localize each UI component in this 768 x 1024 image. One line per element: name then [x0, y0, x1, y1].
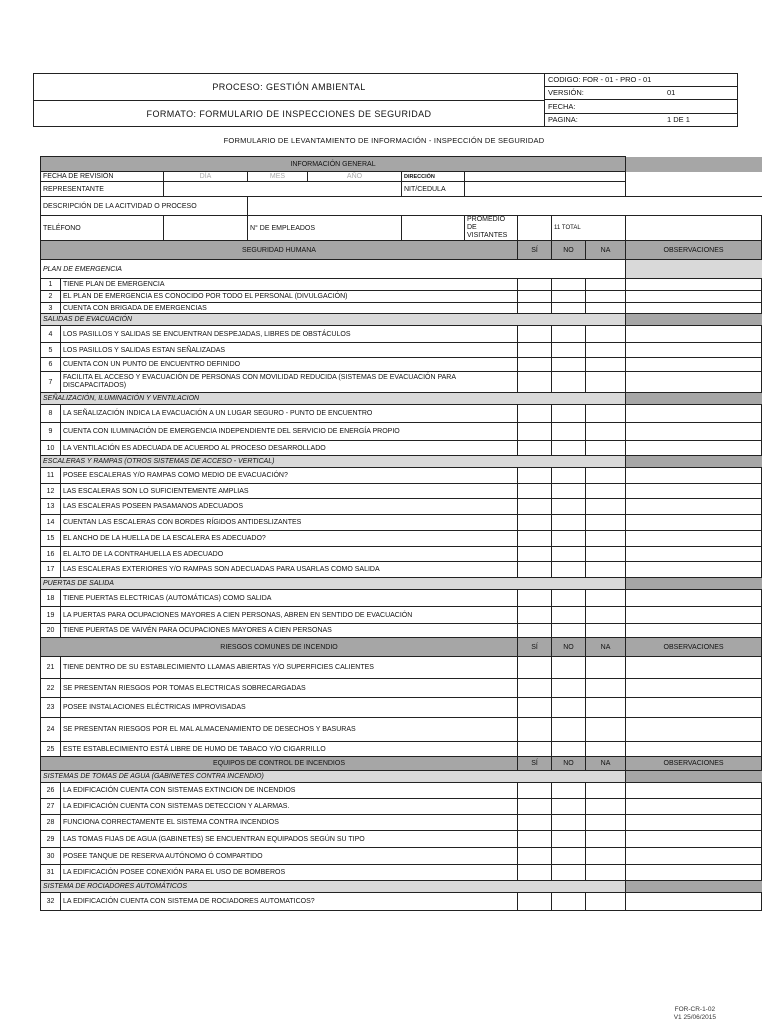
checklist-row: [41, 531, 762, 547]
item-number: 4: [41, 326, 61, 343]
answer-no-cell[interactable]: [552, 484, 586, 499]
answer-si-cell[interactable]: [518, 468, 552, 484]
item-question: EL ALTO DE LA CONTRAHUELLA ES ADECUADO: [61, 547, 518, 562]
answer-na-cell[interactable]: [586, 303, 626, 314]
checklist-row: [41, 423, 762, 441]
category-row: [41, 393, 762, 405]
observations-cell[interactable]: [626, 893, 762, 911]
answer-si-cell[interactable]: [518, 783, 552, 799]
visitors-label: PROMEDIO DE VISITANTES: [465, 216, 518, 241]
checklist-row: [41, 893, 762, 911]
answer-na-cell[interactable]: [586, 893, 626, 911]
item-number: 24: [41, 718, 61, 742]
answer-si-cell[interactable]: [518, 499, 552, 515]
col-no-header: NO: [552, 638, 586, 657]
checklist-row: [41, 848, 762, 865]
item-number: 17: [41, 562, 61, 578]
col-observations-header: OBSERVACIONES: [626, 757, 762, 771]
answer-no-cell[interactable]: [552, 679, 586, 698]
answer-no-cell[interactable]: [552, 279, 586, 291]
answer-no-cell[interactable]: [552, 372, 586, 393]
item-question: LA EDIFICACIÓN CUENTA CON SISTEMAS DETECCION Y ALARMAS.: [61, 799, 518, 815]
item-question: ESTE ESTABLECIMIENTO ESTÁ LIBRE DE HUMO DE TABACO Y/O CIGARRILLO: [61, 742, 518, 757]
answer-no-cell[interactable]: [552, 499, 586, 515]
observations-cell[interactable]: [626, 742, 762, 757]
item-question: CUENTA CON UN PUNTO DE ENCUENTRO DEFINIDO: [61, 358, 518, 372]
item-question: LAS ESCALERAS POSEEN PASAMANOS ADECUADOS: [61, 499, 518, 515]
checklist-row: [41, 607, 762, 624]
item-question: SE PRESENTAN RIESGOS POR EL MAL ALMACENAMIENTO DE DESECHOS Y BASURAS: [61, 718, 518, 742]
checklist-row: [41, 679, 762, 698]
date-cell: FECHA:: [545, 101, 738, 114]
item-question: FUNCIONA CORRECTAMENTE EL SISTEMA CONTRA INCENDIOS: [61, 815, 518, 831]
answer-si-cell[interactable]: [518, 831, 552, 848]
item-number: 27: [41, 799, 61, 815]
observations-cell[interactable]: [626, 590, 762, 607]
employees-field[interactable]: [402, 216, 465, 241]
item-question: POSEE INSTALACIONES ELÉCTRICAS IMPROVISADAS: [61, 698, 518, 718]
checklist-row: [41, 831, 762, 848]
answer-si-cell[interactable]: [518, 372, 552, 393]
answer-no-cell[interactable]: [552, 291, 586, 303]
answer-na-cell[interactable]: [586, 718, 626, 742]
answer-no-cell[interactable]: [552, 742, 586, 757]
observations-cell[interactable]: [626, 657, 762, 679]
checklist-row: [41, 624, 762, 638]
answer-no-cell[interactable]: [552, 547, 586, 562]
item-question: EL ANCHO DE LA HUELLA DE LA ESCALERA ES ADECUADO?: [61, 531, 518, 547]
answer-si-cell[interactable]: [518, 679, 552, 698]
answer-si-cell[interactable]: [518, 441, 552, 456]
item-number: 26: [41, 783, 61, 799]
answer-si-cell[interactable]: [518, 423, 552, 441]
item-number: 22: [41, 679, 61, 698]
observations-cell[interactable]: [626, 865, 762, 881]
answer-na-cell[interactable]: [586, 831, 626, 848]
item-number: 15: [41, 531, 61, 547]
answer-no-cell[interactable]: [552, 657, 586, 679]
observations-cell[interactable]: [626, 799, 762, 815]
checklist-row: [41, 441, 762, 456]
item-number: 25: [41, 742, 61, 757]
answer-no-cell[interactable]: [552, 799, 586, 815]
section-header-row: [41, 757, 762, 771]
category-title: SEÑALIZACIÓN, ILUMINACIÓN Y VENTILACION: [41, 393, 626, 405]
category-title: SISTEMAS DE TOMAS DE AGUA (GABINETES CONTRA INCENDIO): [41, 771, 626, 783]
observations-cell[interactable]: [626, 547, 762, 562]
document-header: [33, 73, 738, 127]
observations-cell[interactable]: [626, 679, 762, 698]
item-question: LA EDIFICACIÓN CUENTA CON SISTEMA DE ROCIADORES AUTOMATICOS?: [61, 893, 518, 911]
item-number: 18: [41, 590, 61, 607]
checklist-row: [41, 372, 762, 393]
observations-cell[interactable]: [626, 624, 762, 638]
item-number: 28: [41, 815, 61, 831]
item-number: 20: [41, 624, 61, 638]
checklist-row: [41, 279, 762, 291]
item-question: EL PLAN DE EMERGENCIA ES CONOCIDO POR TODO EL PERSONAL (DIVULGACIÓN): [61, 291, 518, 303]
answer-si-cell[interactable]: [518, 698, 552, 718]
item-number: 30: [41, 848, 61, 865]
answer-na-cell[interactable]: [586, 279, 626, 291]
item-number: 13: [41, 499, 61, 515]
item-number: 23: [41, 698, 61, 718]
item-question: FACILITA EL ACCESO Y EVACUACIÓN DE PERSONAS CON MOVILIDAD REDUCIDA (SISTEMAS DE EVACUACIÓN PARA DISCAPACITADOS): [61, 372, 518, 393]
observations-cell[interactable]: [626, 423, 762, 441]
answer-no-cell[interactable]: [552, 515, 586, 531]
item-number: 31: [41, 865, 61, 881]
item-number: 6: [41, 358, 61, 372]
item-question: TIENE PUERTAS ELECTRICAS (AUTOMÁTICAS) COMO SALIDA: [61, 590, 518, 607]
col-si-header: SÍ: [518, 241, 552, 260]
observations-cell[interactable]: [626, 515, 762, 531]
answer-na-cell[interactable]: [586, 679, 626, 698]
phone-field[interactable]: [164, 216, 248, 241]
item-question: LOS PASILLOS Y SALIDAS ESTAN SEÑALIZADAS: [61, 343, 518, 358]
observations-cell[interactable]: [626, 372, 762, 393]
item-question: SE PRESENTAN RIESGOS POR TOMAS ELECTRICAS SOBRECARGADAS: [61, 679, 518, 698]
observations-cell[interactable]: [626, 831, 762, 848]
col-no-header: NO: [552, 757, 586, 771]
observations-cell[interactable]: [626, 358, 762, 372]
answer-na-cell[interactable]: [586, 423, 626, 441]
answer-no-cell[interactable]: [552, 718, 586, 742]
item-number: 10: [41, 441, 61, 456]
item-number: 14: [41, 515, 61, 531]
observations-cell[interactable]: [626, 607, 762, 624]
checklist-row: [41, 326, 762, 343]
nit-field[interactable]: [465, 182, 626, 197]
observations-cell[interactable]: [626, 405, 762, 423]
answer-na-cell[interactable]: [586, 783, 626, 799]
item-number: 32: [41, 893, 61, 911]
answer-na-cell[interactable]: [586, 698, 626, 718]
col-no-header: NO: [552, 241, 586, 260]
item-question: CUENTA CON BRIGADA DE EMERGENCIAS: [61, 303, 518, 314]
total-field[interactable]: [626, 216, 762, 241]
checklist-row: [41, 590, 762, 607]
answer-na-cell[interactable]: [586, 343, 626, 358]
item-question: LA VENTILACIÓN ES ADECUADA DE ACUERDO AL PROCESO DESARROLLADO: [61, 441, 518, 456]
col-na-header: NA: [586, 638, 626, 657]
item-question: LA EDIFICACIÓN POSEE CONEXIÓN PARA EL USO DE BOMBEROS: [61, 865, 518, 881]
answer-no-cell[interactable]: [552, 815, 586, 831]
answer-no-cell[interactable]: [552, 531, 586, 547]
col-observations-header: OBSERVACIONES: [626, 638, 762, 657]
day-field[interactable]: DÍA: [164, 172, 248, 182]
col-observations-header: OBSERVACIONES: [626, 241, 762, 260]
answer-na-cell[interactable]: [586, 441, 626, 456]
answer-no-cell[interactable]: [552, 423, 586, 441]
observations-cell[interactable]: [626, 343, 762, 358]
representative-field[interactable]: [164, 182, 402, 197]
category-title: ESCALERAS Y RAMPAS (OTROS SISTEMAS DE ACCESO - VERTICAL): [41, 456, 626, 468]
item-question: CUENTAN LAS ESCALERAS CON BORDES RÍGIDOS ANTIDESLIZANTES: [61, 515, 518, 531]
answer-na-cell[interactable]: [586, 742, 626, 757]
answer-na-cell[interactable]: [586, 799, 626, 815]
answer-no-cell[interactable]: [552, 865, 586, 881]
checklist-row: [41, 484, 762, 499]
answer-si-cell[interactable]: [518, 547, 552, 562]
answer-si-cell[interactable]: [518, 718, 552, 742]
checklist-row: [41, 657, 762, 679]
checklist-row: [41, 515, 762, 531]
observations-cell[interactable]: [626, 484, 762, 499]
section-title: EQUIPOS DE CONTROL DE INCENDIOS: [41, 757, 518, 771]
answer-no-cell[interactable]: [552, 624, 586, 638]
category-row: [41, 578, 762, 590]
answer-no-cell[interactable]: [552, 441, 586, 456]
answer-no-cell[interactable]: [552, 607, 586, 624]
answer-na-cell[interactable]: [586, 484, 626, 499]
answer-si-cell[interactable]: [518, 531, 552, 547]
checklist-row: [41, 547, 762, 562]
answer-si-cell[interactable]: [518, 303, 552, 314]
answer-na-cell[interactable]: [586, 624, 626, 638]
checklist-row: [41, 718, 762, 742]
answer-na-cell[interactable]: [586, 326, 626, 343]
item-number: 29: [41, 831, 61, 848]
answer-si-cell[interactable]: [518, 343, 552, 358]
total-label: 11 TOTAL: [552, 216, 626, 241]
checklist-row: [41, 468, 762, 484]
item-number: 19: [41, 607, 61, 624]
answer-si-cell[interactable]: [518, 358, 552, 372]
checklist-row: [41, 698, 762, 718]
item-question: LAS ESCALERAS EXTERIORES Y/O RAMPAS SON ADECUADAS PARA USARLAS COMO SALIDA: [61, 562, 518, 578]
answer-na-cell[interactable]: [586, 657, 626, 679]
item-number: 16: [41, 547, 61, 562]
category-row: [41, 771, 762, 783]
format-title: FORMATO: FORMULARIO DE INSPECCIONES DE SEGURIDAD: [34, 101, 545, 127]
year-field[interactable]: AÑO: [308, 172, 402, 182]
footer-version: V1 25/06/2015: [673, 1014, 716, 1021]
checklist-row: [41, 562, 762, 578]
answer-si-cell[interactable]: [518, 590, 552, 607]
answer-no-cell[interactable]: [552, 783, 586, 799]
address-field[interactable]: [465, 172, 626, 182]
observations-cell[interactable]: [626, 783, 762, 799]
item-number: 1: [41, 279, 61, 291]
page-cell: PAGINA: 1 DE 1: [548, 115, 690, 124]
item-question: TIENE DENTRO DE SU ESTABLECIMIENTO LLAMAS ABIERTAS Y/O SUPERFICIES CALIENTES: [61, 657, 518, 679]
item-number: 21: [41, 657, 61, 679]
answer-na-cell[interactable]: [586, 515, 626, 531]
answer-si-cell[interactable]: [518, 562, 552, 578]
general-info-title: INFORMACIÓN GENERAL: [41, 157, 626, 172]
observations-cell[interactable]: [626, 848, 762, 865]
section-header-row: [41, 241, 762, 260]
answer-na-cell[interactable]: [586, 815, 626, 831]
answer-na-cell[interactable]: [586, 372, 626, 393]
answer-na-cell[interactable]: [586, 562, 626, 578]
answer-si-cell[interactable]: [518, 405, 552, 423]
answer-si-cell[interactable]: [518, 326, 552, 343]
answer-no-cell[interactable]: [552, 326, 586, 343]
answer-no-cell[interactable]: [552, 831, 586, 848]
observations-cell[interactable]: [626, 326, 762, 343]
col-si-header: SÍ: [518, 757, 552, 771]
col-na-header: NA: [586, 241, 626, 260]
item-question: LA EDIFICACIÓN CUENTA CON SISTEMAS EXTINCION DE INCENDIOS: [61, 783, 518, 799]
observations-cell[interactable]: [626, 499, 762, 515]
code-cell: CODIGO: FOR - 01 - PRO - 01: [545, 74, 738, 87]
category-title: PUERTAS DE SALIDA: [41, 578, 626, 590]
answer-si-cell[interactable]: [518, 815, 552, 831]
answer-si-cell[interactable]: [518, 742, 552, 757]
answer-na-cell[interactable]: [586, 405, 626, 423]
answer-si-cell[interactable]: [518, 291, 552, 303]
answer-na-cell[interactable]: [586, 865, 626, 881]
observations-cell[interactable]: [626, 441, 762, 456]
answer-no-cell[interactable]: [552, 303, 586, 314]
phone-label: TELÉFONO: [41, 216, 164, 241]
observations-cell[interactable]: [626, 698, 762, 718]
employees-label: N° DE EMPLEADOS: [248, 216, 402, 241]
item-number: 11: [41, 468, 61, 484]
visitors-field[interactable]: [518, 216, 552, 241]
answer-no-cell[interactable]: [552, 358, 586, 372]
form-subtitle: FORMULARIO DE LEVANTAMIENTO DE INFORMACIÓN - INSPECCIÓN DE SEGURIDAD: [223, 136, 545, 145]
category-row: [41, 456, 762, 468]
category-title: SALIDAS DE EVACUACIÓN: [41, 314, 626, 326]
answer-si-cell[interactable]: [518, 279, 552, 291]
item-number: 5: [41, 343, 61, 358]
col-na-header: NA: [586, 757, 626, 771]
answer-si-cell[interactable]: [518, 484, 552, 499]
address-label: DIRECCIÓN: [402, 172, 465, 182]
answer-si-cell[interactable]: [518, 848, 552, 865]
checklist-row: [41, 358, 762, 372]
answer-na-cell[interactable]: [586, 468, 626, 484]
answer-si-cell[interactable]: [518, 799, 552, 815]
answer-na-cell[interactable]: [586, 590, 626, 607]
process-title: PROCESO: GESTIÓN AMBIENTAL: [34, 74, 545, 101]
item-question: LAS TOMAS FIJAS DE AGUA (GABINETES) SE ENCUENTRAN EQUIPADOS SEGÚN SU TIPO: [61, 831, 518, 848]
answer-na-cell[interactable]: [586, 291, 626, 303]
item-number: 9: [41, 423, 61, 441]
answer-no-cell[interactable]: [552, 562, 586, 578]
answer-no-cell[interactable]: [552, 405, 586, 423]
checklist-row: [41, 865, 762, 881]
item-question: TIENE PUERTAS DE VAIVÉN PARA OCUPACIONES MAYORES A CIEN PERSONAS: [61, 624, 518, 638]
observations-cell[interactable]: [626, 468, 762, 484]
footer: [674, 1006, 716, 1022]
answer-no-cell[interactable]: [552, 698, 586, 718]
observations-cell[interactable]: [626, 562, 762, 578]
col-si-header: SÍ: [518, 638, 552, 657]
answer-si-cell[interactable]: [518, 515, 552, 531]
checklist-row: [41, 343, 762, 358]
answer-na-cell[interactable]: [586, 531, 626, 547]
observations-cell[interactable]: [626, 303, 762, 314]
observations-cell[interactable]: [626, 815, 762, 831]
representative-label: REPRESENTANTE: [41, 182, 164, 197]
checklist-row: [41, 783, 762, 799]
answer-na-cell[interactable]: [586, 848, 626, 865]
item-question: LOS PASILLOS Y SALIDAS SE ENCUENTRAN DESPEJADAS, LIBRES DE OBSTÁCULOS: [61, 326, 518, 343]
answer-na-cell[interactable]: [586, 358, 626, 372]
version-cell: VERSIÓN: 01: [545, 87, 738, 100]
answer-na-cell[interactable]: [586, 499, 626, 515]
item-question: LA SEÑALIZACIÓN INDICA LA EVACUACIÓN A UN LUGAR SEGURO - PUNTO DE ENCUENTRO: [61, 405, 518, 423]
item-question: TIENE PLAN DE EMERGENCIA: [61, 279, 518, 291]
answer-no-cell[interactable]: [552, 893, 586, 911]
checklist-row: [41, 799, 762, 815]
activity-description-label: DESCRIPCIÓN DE LA ACITVIDAD O PROCESO: [41, 197, 248, 216]
answer-no-cell[interactable]: [552, 468, 586, 484]
item-question: LAS ESCALERAS SON LO SUFICIENTEMENTE AMPLIAS: [61, 484, 518, 499]
checklist-row: [41, 499, 762, 515]
answer-na-cell[interactable]: [586, 547, 626, 562]
category-row: [41, 260, 762, 279]
item-question: LA PUERTAS PARA OCUPACIONES MAYORES A CIEN PERSONAS, ABREN EN SENTIDO DE EVACUACIÓN: [61, 607, 518, 624]
checklist-row: [41, 815, 762, 831]
category-title: PLAN DE EMERGENCIA: [41, 260, 626, 279]
item-number: 3: [41, 303, 61, 314]
answer-no-cell[interactable]: [552, 343, 586, 358]
section-title: SEGURIDAD HUMANA: [41, 241, 518, 260]
answer-si-cell[interactable]: [518, 624, 552, 638]
observations-cell[interactable]: [626, 531, 762, 547]
item-number: 2: [41, 291, 61, 303]
observations-cell[interactable]: [626, 291, 762, 303]
observations-cell[interactable]: [626, 279, 762, 291]
category-row: [41, 314, 762, 326]
month-field[interactable]: MES: [248, 172, 308, 182]
activity-description-field[interactable]: [248, 197, 762, 216]
answer-na-cell[interactable]: [586, 607, 626, 624]
observations-cell[interactable]: [626, 718, 762, 742]
answer-no-cell[interactable]: [552, 848, 586, 865]
footer-code: FOR-CR-1-02: [674, 1006, 716, 1013]
item-number: 12: [41, 484, 61, 499]
item-number: 7: [41, 372, 61, 393]
item-question: POSEE ESCALERAS Y/O RAMPAS COMO MEDIO DE EVACUACIÓN?: [61, 468, 518, 484]
answer-si-cell[interactable]: [518, 865, 552, 881]
nit-label: NIT/CEDULA: [402, 182, 465, 197]
section-header-row: [41, 638, 762, 657]
category-title: SISTEMA DE ROCIADORES AUTOMÁTICOS: [41, 881, 626, 893]
answer-si-cell[interactable]: [518, 893, 552, 911]
section-title: RIESGOS COMUNES DE INCENDIO: [41, 638, 518, 657]
revision-date-label: FECHA DE REVISIÓN: [41, 172, 164, 182]
answer-si-cell[interactable]: [518, 607, 552, 624]
item-number: 8: [41, 405, 61, 423]
item-question: POSEE TANQUE DE RESERVA AUTÓNOMO Ó COMPARTIDO: [61, 848, 518, 865]
checklist-row: [41, 291, 762, 303]
checklist-row: [41, 742, 762, 757]
answer-no-cell[interactable]: [552, 590, 586, 607]
category-row: [41, 881, 762, 893]
answer-si-cell[interactable]: [518, 657, 552, 679]
inspection-form: [40, 156, 762, 911]
item-question: CUENTA CON ILUMINACIÓN DE EMERGENCIA INDEPENDIENTE DEL SERVICIO DE ENERGÍA PROPIO: [61, 423, 518, 441]
checklist-row: [41, 303, 762, 314]
checklist-row: [41, 405, 762, 423]
